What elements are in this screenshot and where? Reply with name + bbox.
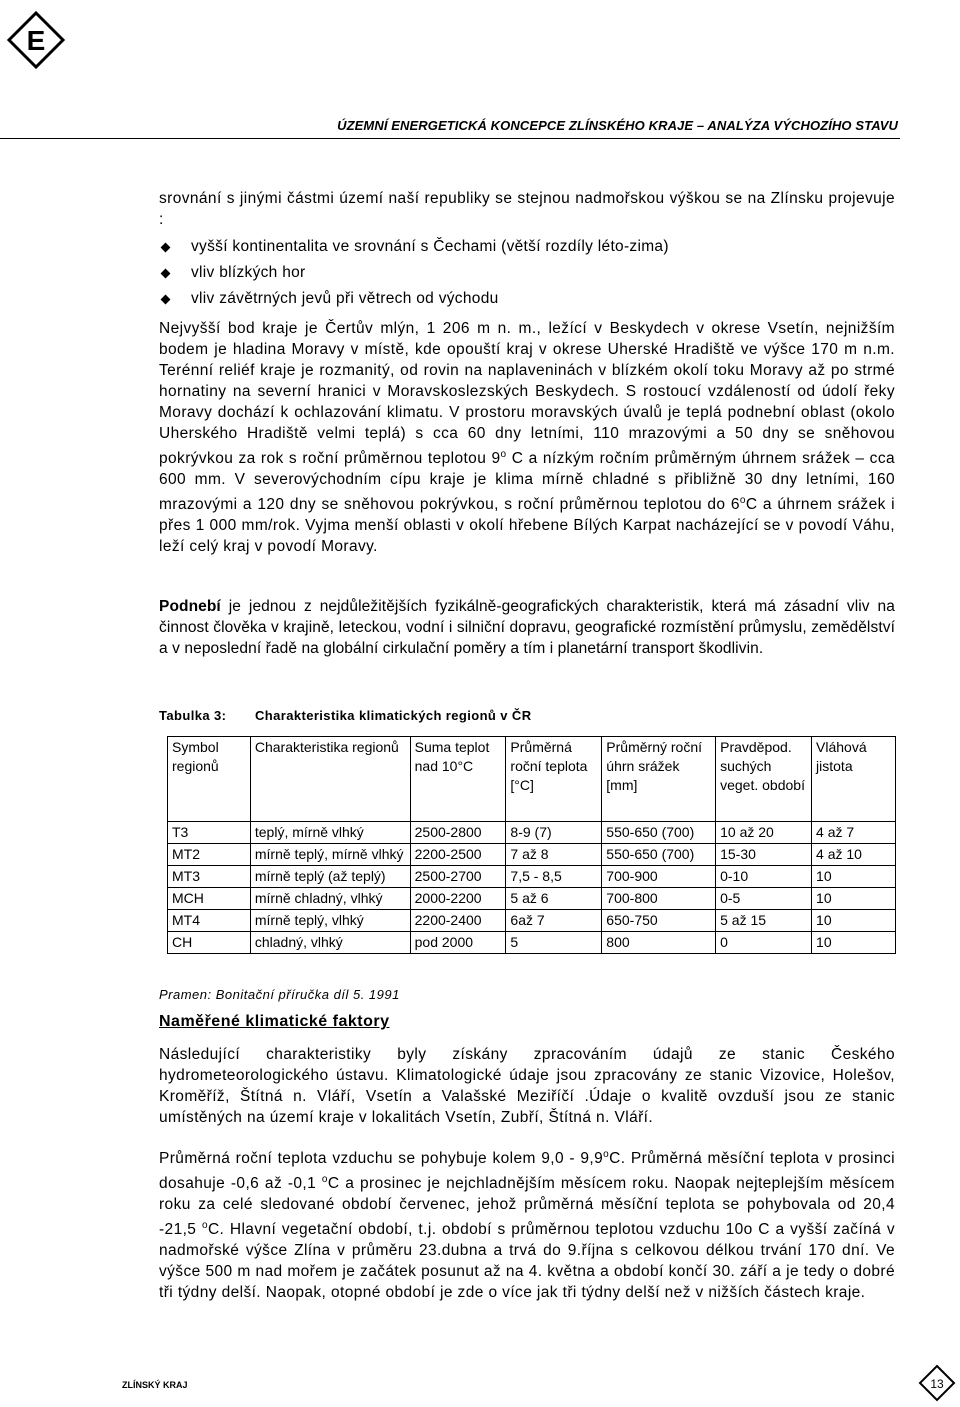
degree-mark: o xyxy=(201,1220,208,1232)
degree-mark: o xyxy=(321,1174,328,1186)
table-cell: 10 xyxy=(812,932,896,954)
table-caption xyxy=(159,708,532,723)
table-row xyxy=(168,888,896,910)
temp-text-3: C a prosinec je nejchladnějším měsícem roku. Naopak nejteplejším měsícem roku za celé sledované období červenec, jehož průměrná měsíční teplota se pohybovala od 20,4 -21,5 xyxy=(159,1175,895,1239)
table-cell: pod 2000 xyxy=(410,932,506,954)
relief-paragraph xyxy=(159,318,895,557)
table-cell: 8-9 (7) xyxy=(506,822,602,844)
table-cell: teplý, mírně vlhký xyxy=(250,822,410,844)
bullet-list xyxy=(159,234,895,312)
relief-text-2: C a nízkým ročním průměrným úhrnem srážek – cca 600 mm. V severovýchodním cípu kraje je klima mírně chladné s přibližně 30 dny letními, 160 mrazovými a 120 dny se sněhovou pokrývkou, s roční průměrnou teplotou do 6 xyxy=(159,450,895,514)
table-cell: MT2 xyxy=(168,844,251,866)
table-row xyxy=(168,844,896,866)
page-number: 13 xyxy=(930,1377,944,1391)
column-header: Suma teplot nad 10°C xyxy=(410,737,506,822)
table-row xyxy=(168,866,896,888)
intro-text: srovnání s jinými částmi území naší republiky se stejnou nadmořskou výškou se na Zlínsku projevuje : xyxy=(159,190,895,228)
table-cell: 4 až 10 xyxy=(812,844,896,866)
table-cell: 0-5 xyxy=(716,888,812,910)
table-cell: 2500-2800 xyxy=(410,822,506,844)
climate-term: Podnebí xyxy=(159,598,221,615)
table-cell: 2000-2200 xyxy=(410,888,506,910)
table-title: Charakteristika klimatických regionů v ČR xyxy=(255,708,532,723)
table-label: Tabulka 3: xyxy=(159,708,227,723)
list-item xyxy=(159,286,895,312)
list-item xyxy=(159,234,895,260)
table-cell: 10 xyxy=(812,866,896,888)
table-source: Pramen: Bonitační příručka díl 5. 1991 xyxy=(159,987,400,1002)
relief-section xyxy=(159,318,895,557)
measured-paragraph-2 xyxy=(159,1144,895,1303)
table-cell: mírně chladný, vlhký xyxy=(250,888,410,910)
bullet-text: vliv závětrných jevů při větrech od východu xyxy=(191,290,499,307)
table-cell: 650-750 xyxy=(602,910,716,932)
table-cell: 10 xyxy=(812,910,896,932)
diamond-bullet-icon xyxy=(161,269,171,279)
table-cell: 550-650 (700) xyxy=(602,844,716,866)
footer-region: ZLÍNSKÝ KRAJ xyxy=(122,1380,188,1390)
header-title: ÚZEMNÍ ENERGETICKÁ KONCEPCE ZLÍNSKÉHO KRAJE – ANALÝZA VÝCHOZÍHO STAVU xyxy=(337,118,898,133)
column-header: Charakteristika regionů xyxy=(250,737,410,822)
diamond-bullet-icon xyxy=(161,295,171,305)
table-row xyxy=(168,910,896,932)
table-cell: MCH xyxy=(168,888,251,910)
table-cell: 4 až 7 xyxy=(812,822,896,844)
table-header-row xyxy=(168,737,896,822)
column-header: Průměrná roční teplota [°C] xyxy=(506,737,602,822)
table-cell: 15-30 xyxy=(716,844,812,866)
table-cell: T3 xyxy=(168,822,251,844)
table-cell: 10 xyxy=(812,888,896,910)
table-cell: 550-650 (700) xyxy=(602,822,716,844)
climate-paragraph xyxy=(159,596,895,659)
column-header: Průměrný roční úhrn srážek [mm] xyxy=(602,737,716,822)
table-row xyxy=(168,822,896,844)
table-cell: 700-800 xyxy=(602,888,716,910)
table-cell: 0-10 xyxy=(716,866,812,888)
column-header: Pravděpod. suchých veget. období xyxy=(716,737,812,822)
table-cell: 10 až 20 xyxy=(716,822,812,844)
logo xyxy=(6,10,66,70)
temp-text-2: C. Průměrná měsíční teplota v prosinci dosahuje -0,6 až -0,1 xyxy=(159,1150,895,1193)
table-cell: CH xyxy=(168,932,251,954)
relief-text-1: Nejvyšší bod kraje je Čertův mlýn, 1 206 m n. m., ležící v Beskydech v okrese Vsetín, nejnižším bodem je hladina Moravy v místě, kde opouští kraj v okrese Uherské Hradiště ve výšce 170 m n.m. Terénní reliéf kraje je rozmanitý, od rovin na naplaveninách v blízkém okolí toku Moravy až po strmé hornatiny na severní hranici v Moravskoslezských Beskydech. S rostoucí vzdáleností od údolí řeky Moravy dochází k ochlazování klimatu. V prostoru moravských úvalů je teplá podnební oblast (okolo Uherského Hradiště velmi teplá) s cca 60 dny letními, 110 mrazovými a 50 dny se sněhovou pokrývkou za rok s roční průměrnou teplotou 9 xyxy=(159,320,895,468)
table-cell: 5 až 15 xyxy=(716,910,812,932)
intro-section xyxy=(159,188,895,312)
table-row xyxy=(168,932,896,954)
header-divider xyxy=(0,138,900,139)
table-cell: 800 xyxy=(602,932,716,954)
table-cell: 5 xyxy=(506,932,602,954)
table-cell: MT4 xyxy=(168,910,251,932)
table-cell: mírně teplý (až teplý) xyxy=(250,866,410,888)
measured-paragraph-1: Následující charakteristiky byly získány zpracováním údajů ze stanic Českého hydrometeorologického ústavu. Klimatologické údaje jsou zpracovány ze stanic Vizovice, Holešov, Kroměříž, Štítná n. Vláří, Vsetín a Valašské Meziříčí .Údaje o kvalitě ovzduší jsou ze stanic umístěných na území kraje v lokalitách Vsetín, Zubří, Štítná n. Vláří. xyxy=(159,1046,895,1126)
degree-mark: o xyxy=(739,495,746,507)
degree-mark: o xyxy=(603,1149,610,1160)
table-cell: MT3 xyxy=(168,866,251,888)
bullet-text: vliv blízkých hor xyxy=(191,264,306,281)
logo-letter: E xyxy=(26,25,46,56)
table-cell: 2200-2400 xyxy=(410,910,506,932)
temp-text-4: C. Hlavní vegetační období, t.j. období s průměrnou teplotou vzduchu 10o C a vyšší začíná v nadmořské výšce Zlína v průměru 23.dubna a trvá do 9.října s celkovou délkou trvání 170 dní. Ve výšce 500 m nad mořem je začátek posunut až na 4. května a období končí 30. září a je tedy o dobré tři týdny delší. Naopak, otopné období je zde o více jak tři týdny delší než v nižších částech kraje. xyxy=(159,1221,895,1302)
climate-regions-table xyxy=(167,736,896,954)
column-header: Vláhová jistota xyxy=(812,737,896,822)
table-cell: chladný, vlhký xyxy=(250,932,410,954)
bullet-text: vyšší kontinentalita ve srovnání s Čechami (větší rozdíly léto-zima) xyxy=(191,238,669,255)
table-cell: 2500-2700 xyxy=(410,866,506,888)
diamond-bullet-icon xyxy=(161,243,171,253)
list-item xyxy=(159,260,895,286)
table-cell: 5 až 6 xyxy=(506,888,602,910)
section-title: Naměřené klimatické faktory xyxy=(159,1013,390,1030)
table-cell: 700-900 xyxy=(602,866,716,888)
measured-section xyxy=(159,1044,895,1303)
degree-mark: o xyxy=(500,449,507,460)
table-cell: 7,5 - 8,5 xyxy=(506,866,602,888)
table-cell: mírně teplý, vlhký xyxy=(250,910,410,932)
climate-section xyxy=(159,596,895,659)
table-cell: 7 až 8 xyxy=(506,844,602,866)
table-cell: 6až 7 xyxy=(506,910,602,932)
temp-text-1: Průměrná roční teplota vzduchu se pohybuje kolem 9,0 - 9,9 xyxy=(159,1150,604,1168)
table-cell: mírně teplý, mírně vlhký xyxy=(250,844,410,866)
relief-text-3: C a úhrnem srážek i přes 1 000 mm/rok. Vyjma menší oblasti v okolí hřebene Bílých Karpat nacházející se v povodí Váhu, leží celý kraj v povodí Moravy. xyxy=(159,496,895,556)
climate-text: je jednou z nejdůležitějších fyzikálně-geografických charakteristik, která má zásadní vliv na činnost člověka v krajině, leteckou, vodní i silniční dopravu, geografické rozmístění průmyslu, zemědělství a v neposlední řadě na globální cirkulační poměry a tím i planetární transport škodlivin. xyxy=(159,598,895,657)
column-header: Symbol regionů xyxy=(168,737,251,822)
table-cell: 2200-2500 xyxy=(410,844,506,866)
table-cell: 0 xyxy=(716,932,812,954)
page-number-badge xyxy=(918,1364,956,1402)
